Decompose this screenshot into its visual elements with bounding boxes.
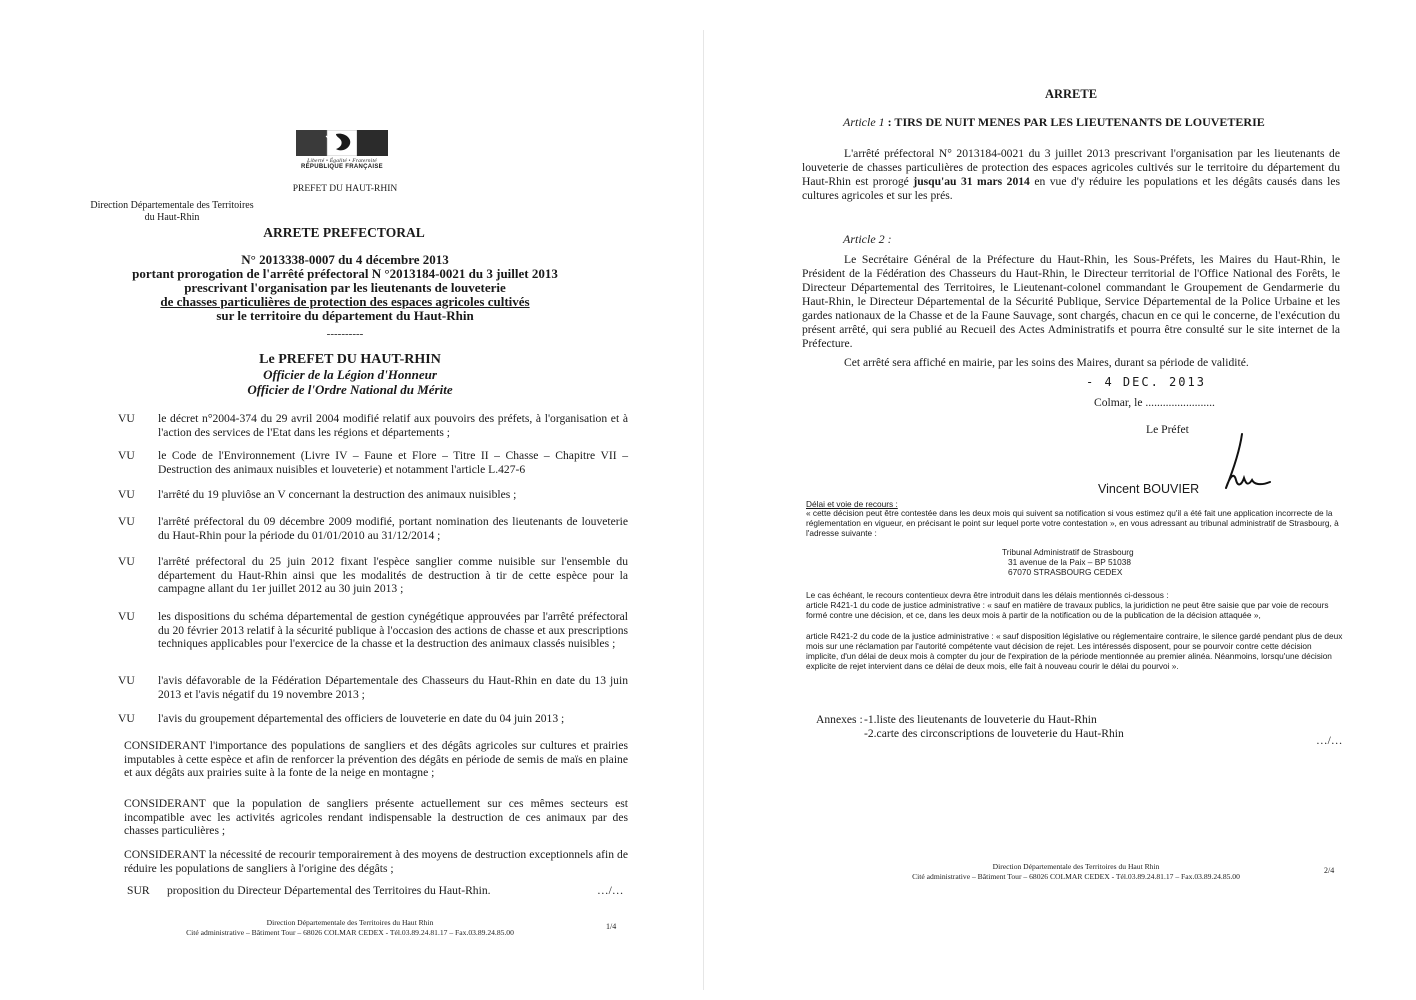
vu-key: VU — [118, 488, 135, 501]
considerant-paragraph: CONSIDERANT que la population de sangliers présente actuellement sur ces mêmes secteurs est incompatible avec les activités agricoles rendant indispensable la destruction de ces animaux par des chasses particulières ; — [124, 797, 628, 837]
article-1-text-a: L'arrêté préfectoral N° 2013184-0021 du 3 juillet 2013 prescrivant l'organisation par les lieutenants de louveterie de chasses particulières de protection des espaces agricoles cultivés sur le territoire du département du Haut-Rhin est prorogé — [802, 147, 1340, 188]
article-1-deadline: jusqu'au 31 mars 2014 — [913, 175, 1030, 188]
direction-line-2: du Haut-Rhin — [144, 212, 200, 223]
direction-block — [72, 200, 272, 224]
vu-text: le décret n°2004-374 du 29 avril 2004 modifié relatif aux pouvoirs des préfets, à l'organisation et à l'action des services de l'Etat dans les régions et départements ; — [158, 412, 628, 439]
article-1-title: : TIRS DE NUIT MENES PAR LES LIEUTENANTS DE LOUVETERIE — [887, 115, 1265, 129]
date-stamp: - 4 DEC. 2013 — [1086, 375, 1206, 389]
legal-paragraph: article R421-1 du code de justice administrative : « sauf en matière de travaux publics, la juridiction ne peut être saisie que par voie de recours formé contre une décision, et ce, dans les deux mois à partir de la notification ou de la publication de la décision attaquée », — [806, 600, 1329, 620]
page-2 — [706, 0, 1416, 1000]
vu-text: le Code de l'Environnement (Livre IV – Faune et Flore – Titre II – Chasse – Chapitre VII – Destruction des animaux nuisibles et louveterie) et notamment l'article L.427-6 — [158, 449, 628, 476]
footer-line: Cité administrative – Bâtiment Tour – 68026 COLMAR CEDEX - Tél.03.89.24.81.17 – Fax.03.89.24.85.00 — [912, 872, 1240, 881]
vu-key: VU — [118, 449, 135, 462]
annexes-label: Annexes : — [816, 713, 863, 726]
arrete-subtitle — [90, 253, 600, 323]
vu-key: VU — [118, 712, 135, 725]
prefet-merit: Officier de l'Ordre National du Mérite — [247, 382, 453, 397]
page-gutter — [703, 30, 704, 990]
place-date-line: Colmar, le ........................ — [1094, 396, 1215, 409]
recours-text: « cette décision peut être contestée dans les deux mois qui suivent sa notification si vous estimez qu'il a été fait une application incorrecte de la réglementation en vigueur, en précisant le point sur lequel porte votre contestation », en vous adressant au tribunal administratif de Strasbourg, à l'adresse suivante : — [806, 508, 1339, 538]
page-title: ARRETE PREFECTORAL — [263, 225, 425, 240]
tribunal-line: Tribunal Administratif de Strasbourg — [1002, 547, 1134, 557]
article-2-label: Article 2 : — [843, 232, 892, 246]
subtitle-line: sur le territoire du département du Haut-Rhin — [216, 308, 474, 323]
page-2-title: ARRETE — [1044, 87, 1098, 101]
page-number: 2/4 — [1324, 866, 1335, 875]
vu-key: VU — [118, 412, 135, 425]
legal-paragraph: Le cas échéant, le recours contentieux devra être introduit dans les délais mentionnés ci-dessous : — [806, 590, 1169, 600]
signature-icon — [1212, 432, 1276, 496]
vu-text: l'arrêté préfectoral du 25 juin 2012 fixant l'espèce sanglier comme nuisible sur l'ensemble du département du Haut-Rhin ainsi que les modalités de destruction à tir de cette espèce pour la campagne allant du 1er juillet 2012 au 30 juin 2013 ; — [158, 555, 628, 595]
direction-line-1: Direction Départementale des Territoires — [90, 200, 254, 211]
considerant-paragraph: CONSIDERANT l'importance des populations de sangliers et des dégâts agricoles sur cultures et prairies imputables à cette espèce et afin de renforcer la prévention des dégâts en période de semis de maïs en plaine et aux dégâts aux prairies suite à la fonte de la neige en montagne ; — [124, 739, 628, 779]
page-number: 1/4 — [606, 922, 617, 931]
article-1-text — [802, 147, 1340, 203]
page-1 — [0, 0, 706, 1000]
annex-item: -2.carte des circonscriptions de louveterie du Haut-Rhin — [864, 727, 1124, 740]
considerant-paragraph: CONSIDERANT la nécessité de recourir temporairement à des moyens de destruction exceptionnels afin de réduire les populations de sangliers à l'origine des dégâts ; — [124, 848, 628, 875]
arrete-number: N° 2013338-0007 du 4 décembre 2013 — [241, 252, 449, 267]
vu-key: VU — [118, 555, 135, 568]
vu-text: les dispositions du schéma départemental de gestion cynégétique approuvées par l'arrêté préfectoral du 20 février 2013 relatif à la sécurité publique à l'occasion des actions de chasse et aux prescriptions techniques applicables pour l'exercice de la chasse et la destruction des animaux classés nuisibles ; — [158, 610, 628, 650]
annex-item: -1.liste des lieutenants de louveterie du Haut-Rhin — [864, 713, 1097, 726]
footer-line: Direction Départementale des Territoires du Haut Rhin — [992, 862, 1160, 871]
vu-text: l'avis défavorable de la Fédération Départementale des Chasseurs du Haut-Rhin en date du 13 juin 2013 et l'avis négatif du 19 novembre 2013 ; — [158, 674, 628, 701]
vu-key: VU — [118, 610, 135, 623]
recours-title: Délai et voie de recours : — [806, 499, 898, 509]
vu-key: VU — [118, 515, 135, 528]
continuation-mark: …/… — [597, 884, 624, 897]
republique-francaise-text: RÉPUBLIQUE FRANÇAISE — [300, 164, 383, 170]
article-1-label: Article 1 — [843, 115, 885, 129]
motto-text: Liberté • Égalité • Fraternité — [307, 158, 377, 164]
vu-text: l'arrêté du 19 pluviôse an V concernant la destruction des animaux nuisibles ; — [158, 488, 517, 501]
footer-line: Cité administrative – Bâtiment Tour – 68026 COLMAR CEDEX - Tél.03.89.24.81.17 – Fax.03.89.24.85.00 — [186, 928, 514, 937]
tribunal-line: 31 avenue de la Paix – BP 51038 — [1008, 557, 1132, 567]
article-2-text: Le Secrétaire Général de la Préfecture du Haut-Rhin, les Sous-Préfets, les Maires du Haut-Rhin, le Président de la Fédération des Chasseurs du Haut-Rhin, le Directeur territorial de l'Office National des Forêts, le Directeur Départemental des Territoires, le Lieutenant-colonel commandant le Groupement de Gendarmerie du Haut-Rhin, le Directeur Départemental de la Sécurité Publique, Service Départemental de la Police Urbaine et les gardes nationaux de la Chasse et de la Faune Sauvage, sont chargés, chacun en ce qui le concerne, de l'exécution du présent arrêté, qui sera publié au Recueil des Actes Administratifs et pourra être consulté sur le site internet de la Préfecture. — [802, 253, 1340, 350]
tribunal-line: 67070 STRASBOURG CEDEX — [1008, 567, 1123, 577]
annexes-list — [864, 713, 1284, 741]
page-footer — [130, 918, 570, 938]
marianne-icon — [296, 130, 388, 156]
vu-text: l'avis du groupement départemental des officiers de louveterie en date du 04 juin 2013 ; — [158, 712, 565, 725]
prefet-honour: Officier de la Légion d'Honneur — [263, 367, 437, 382]
republique-francaise-logo — [296, 130, 388, 170]
page-footer — [856, 862, 1296, 882]
sur-key: SUR — [127, 884, 150, 897]
affichage-text: Cet arrêté sera affiché en mairie, par les soins des Maires, durant sa période de validité. — [844, 356, 1249, 369]
vu-key: VU — [118, 674, 135, 687]
subtitle-line: de chasses particulières de protection des espaces agricoles cultivés — [160, 294, 530, 309]
separator: ---------- — [326, 328, 364, 340]
signatory-name: Vincent BOUVIER — [1098, 482, 1200, 496]
legal-paragraph: article R421-2 du code de la justice administrative : « sauf disposition législative ou réglementaire contraire, le silence gardé pendant plus de deux mois sur une réclamation par l'autorité compétente vaut décision de rejet. Les intéressés disposent, pour se pourvoir contre cette décision implicite, d'un délai de deux mois à compter du jour de l'expiration de la période mentionnée au premier alinéa. Néanmoins, lorsqu'une décision explicite de rejet intervient dans ce délai de deux mois, elle fait à nouveau courir le délai du pourvoi ». — [806, 631, 1343, 671]
prefet-label: PREFET DU HAUT-RHIN — [292, 184, 398, 194]
vu-text: l'arrêté préfectoral du 09 décembre 2009 modifié, portant nomination des lieutenants de louveterie du Haut-Rhin pour la période du 01/01/2010 au 31/12/2014 ; — [158, 515, 628, 542]
tribunal-address — [1002, 547, 1222, 577]
sur-text: proposition du Directeur Départemental des Territoires du Haut-Rhin. — [167, 884, 491, 897]
continuation-mark: …/… — [1316, 734, 1343, 747]
article-1-heading — [843, 115, 1383, 130]
article-1-text-b: en vue d'y réduire les populations et les dégâts causés dans les cultures agricoles et sur les prés. — [802, 175, 1340, 202]
subtitle-line: portant prorogation de l'arrêté préfectoral N °2013184-0021 du 3 juillet 2013 — [132, 266, 558, 281]
subtitle-line: prescrivant l'organisation par les lieutenants de louveterie — [184, 280, 506, 295]
prefet-title: Le PREFET DU HAUT-RHIN — [259, 352, 441, 367]
prefet-block — [150, 352, 550, 397]
le-prefet-label: Le Préfet — [1146, 423, 1189, 436]
footer-line: Direction Départementale des Territoires du Haut Rhin — [266, 918, 434, 927]
